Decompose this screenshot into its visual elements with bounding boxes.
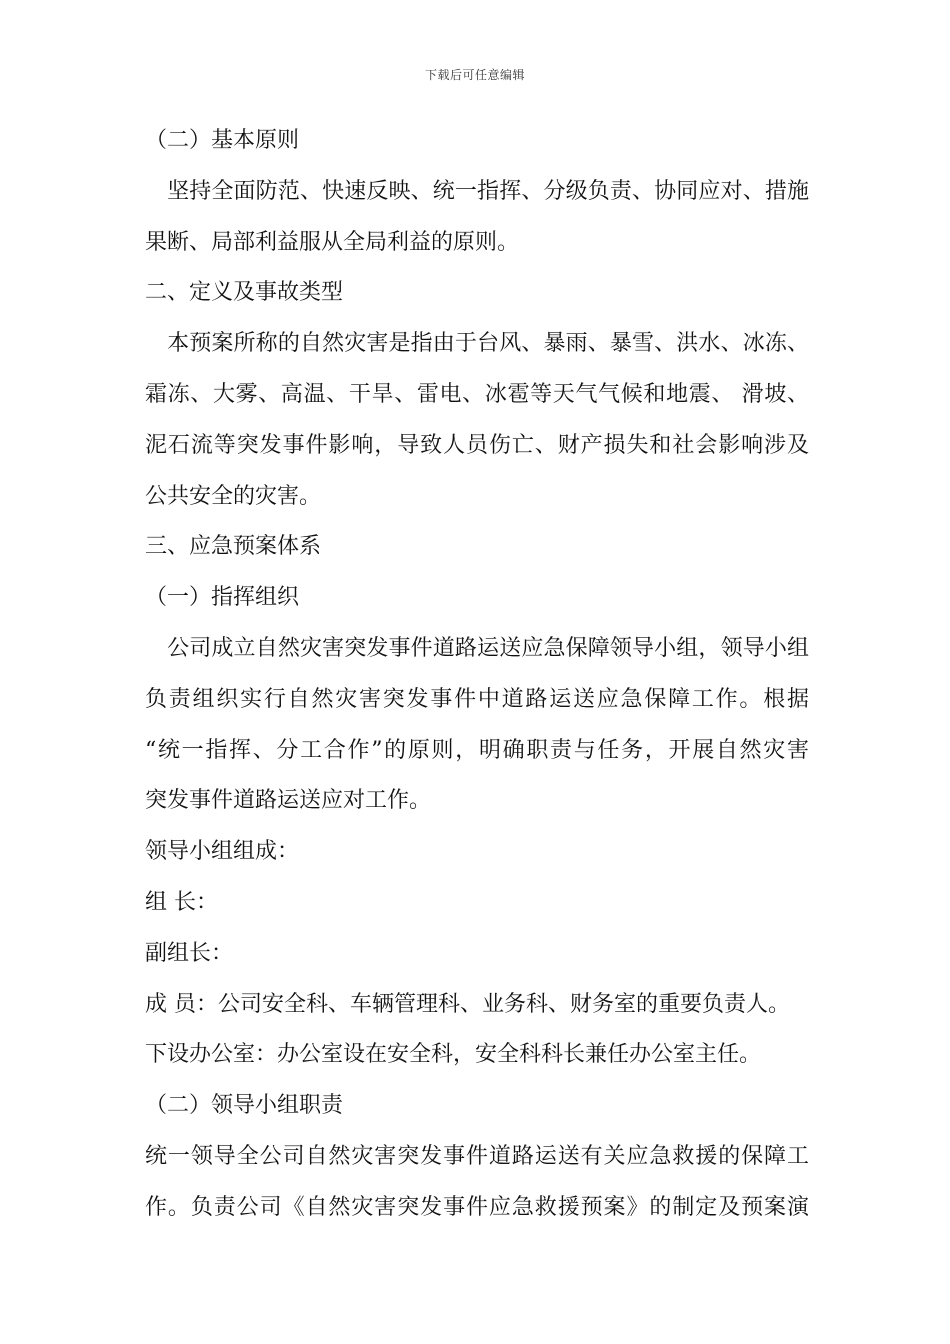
text-line: 坚持全面防范、快速反映、统一指挥、分级负责、协同应对、措施 (145, 178, 809, 204)
text-line: 成 员：公司安全科、车辆管理科、业务科、财务室的重要负责人。 (145, 991, 790, 1017)
text-line: 果断、局部利益服从全局利益的原则。 (145, 229, 520, 255)
text-line: 公司成立自然灾害突发事件道路运送应急保障领导小组，领导小组 (145, 635, 809, 661)
text-line: 三、应急预案体系 (145, 534, 322, 560)
text-line: 本预案所称的自然灾害是指由于台风、暴雨、暴雪、洪水、冰冻、 (145, 331, 809, 357)
text-line: 泥石流等突发事件影响，导致人员伤亡、财产损失和社会影响涉及 (145, 432, 809, 458)
text-line: 霜冻、大雾、高温、干旱、雷电、冰雹等天气气候和地震、 滑坡、 (145, 381, 809, 407)
text-line: 二、定义及事故类型 (145, 280, 344, 306)
text-line: 下设办公室：办公室设在安全科，安全科科长兼任办公室主任。 (145, 1042, 762, 1068)
text-line: 作。负责公司《自然灾害突发事件应急救援预案》的制定及预案演 (145, 1194, 809, 1220)
text-line: 领导小组组成： (145, 839, 300, 865)
text-line: 公共安全的灾害。 (145, 483, 322, 509)
text-line: （二）领导小组职责 (145, 1093, 344, 1119)
page-header: 下载后可任意编辑 (424, 68, 525, 82)
text-line: 副组长： (145, 940, 234, 966)
text-line: 统一领导全公司自然灾害突发事件道路运送有关应急救援的保障工 (145, 1143, 809, 1169)
text-line: （二）基本原则 (145, 128, 300, 153)
text-line: 负责组织实行自然灾害突发事件中道路运送应急保障工作。根据 (145, 686, 809, 712)
text-line: （一）指挥组织 (145, 585, 300, 611)
text-line: 组 长： (145, 889, 218, 915)
text-line: “统一指挥、分工合作”的原则，明确职责与任务，开展自然灾害 (145, 737, 809, 763)
document-body (145, 116, 809, 1234)
text-line: 突发事件道路运送应对工作。 (145, 788, 432, 814)
